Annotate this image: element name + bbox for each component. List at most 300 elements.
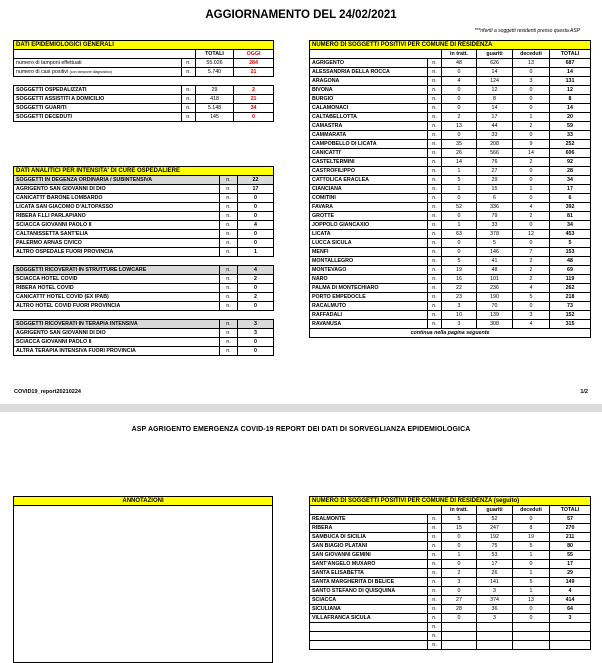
municipality-columns-row <box>310 506 591 515</box>
deceduti: 4 <box>513 284 550 293</box>
municipality-row <box>310 239 591 248</box>
totali <box>550 641 591 650</box>
hospital-label: AGRIGENTO SAN GIOVANNI DI DIO <box>14 329 220 338</box>
hospital-label: SCIACCA GIOVANNI PAOLO II <box>14 221 220 230</box>
totali: 414 <box>550 596 591 605</box>
section-row <box>14 176 274 185</box>
hospital-row <box>14 302 274 311</box>
spacer <box>14 311 274 320</box>
hospital-label: CALTANISSETTA SANT'ELIA <box>14 230 220 239</box>
in-tratt: 0 <box>442 86 477 95</box>
deceduti: 3 <box>513 311 550 320</box>
section-label: SOGGETTI IN DEGENZA ORDINARIA / SUBINTENSIVA <box>14 176 220 185</box>
section-row <box>14 320 274 329</box>
comune: CANICATTI' <box>310 149 428 158</box>
spacer <box>14 77 274 86</box>
guariti: 27 <box>477 167 513 176</box>
totali: 152 <box>550 311 591 320</box>
hospital-row <box>14 329 274 338</box>
totali: 17 <box>550 185 591 194</box>
column-in-tratt: in tratt. <box>442 506 477 515</box>
comune: SCIACCA <box>310 596 428 605</box>
municipality-row <box>310 212 591 221</box>
municipality-row <box>310 596 591 605</box>
totali: 453 <box>550 230 591 239</box>
hospital-row <box>14 230 274 239</box>
in-tratt: 48 <box>442 59 477 68</box>
hospital-row <box>14 284 274 293</box>
guariti <box>477 632 513 641</box>
unit-n: n. <box>220 212 238 221</box>
comune: CAMMARATA <box>310 131 428 140</box>
comune: SANTA ELISABETTA <box>310 569 428 578</box>
guariti: 75 <box>477 542 513 551</box>
section-label: SOGGETTI RICOVERATI IN STRUTTURE LOWCARE <box>14 266 220 275</box>
in-tratt: 1 <box>442 167 477 176</box>
hospital-label: ALTRO HOTEL COVID FUORI PROVINCIA <box>14 302 220 311</box>
guariti: 247 <box>477 524 513 533</box>
unit-n: n. <box>182 86 196 95</box>
value-oggi: 34 <box>234 104 274 113</box>
hospital-label: ALTRO OSPEDALE FUORI PROVINCIA <box>14 248 220 257</box>
comune: BIVONA <box>310 86 428 95</box>
deceduti: 2 <box>513 122 550 131</box>
general-columns-row <box>14 50 274 59</box>
municipality-row <box>310 275 591 284</box>
guariti: 41 <box>477 257 513 266</box>
guariti: 6 <box>477 194 513 203</box>
hospital-value: 0 <box>238 230 274 239</box>
municipality-row <box>310 86 591 95</box>
guariti: 17 <box>477 113 513 122</box>
unit-n: n. <box>428 614 442 623</box>
hospital-row <box>14 194 274 203</box>
guariti: 53 <box>477 551 513 560</box>
hospital-label: AGRIGENTO SAN GIOVANNI DI DIO <box>14 185 220 194</box>
comune: CIANCIANA <box>310 185 428 194</box>
comune: CALAMONACI <box>310 104 428 113</box>
municipality-row <box>310 641 591 650</box>
in-tratt: 1 <box>442 221 477 230</box>
deceduti: 4 <box>513 203 550 212</box>
totali: 81 <box>550 212 591 221</box>
unit-n: n. <box>428 569 442 578</box>
totali: 73 <box>550 302 591 311</box>
continua-note: continua nella pagina seguente <box>310 329 591 338</box>
hospital-value: 0 <box>238 347 274 356</box>
value-oggi: 0 <box>234 113 274 122</box>
municipality-row <box>310 131 591 140</box>
comune: CATTOLICA ERACLEA <box>310 176 428 185</box>
guariti: 336 <box>477 203 513 212</box>
comune: SANTA MARGHERITA DI BELICE <box>310 578 428 587</box>
unit-n: n. <box>428 176 442 185</box>
deceduti: 5 <box>513 293 550 302</box>
unit-n: n. <box>220 239 238 248</box>
row-label: numero di tamponi effettuati <box>14 59 182 68</box>
municipality-row <box>310 302 591 311</box>
in-tratt: 0 <box>442 239 477 248</box>
municipality-heading: NUMERO DI SOGGETTI POSITIVI PER COMUNE DI RESIDENZA (seguito) <box>310 497 591 506</box>
municipality-row <box>310 167 591 176</box>
totali: 4 <box>550 587 591 596</box>
deceduti: 0 <box>513 68 550 77</box>
deceduti: 0 <box>513 221 550 230</box>
blank-cell <box>310 50 442 59</box>
guariti: 33 <box>477 131 513 140</box>
comune: SANTO STEFANO DI QUISQUINA <box>310 587 428 596</box>
guariti: 76 <box>477 158 513 167</box>
unit-n: n. <box>182 68 196 77</box>
in-tratt: 0 <box>442 614 477 623</box>
general-row <box>14 59 274 68</box>
totali: 14 <box>550 104 591 113</box>
guariti: 3 <box>477 614 513 623</box>
annotations-heading: ANNOTAZIONI <box>14 497 273 506</box>
in-tratt: 63 <box>442 230 477 239</box>
deceduti: 0 <box>513 605 550 614</box>
totali: 28 <box>550 167 591 176</box>
guariti: 124 <box>477 77 513 86</box>
guariti: 236 <box>477 284 513 293</box>
hospital-row <box>14 203 274 212</box>
totali: 34 <box>550 176 591 185</box>
row-label: SOGGETTI DECEDUTI <box>14 113 182 122</box>
municipality-row <box>310 578 591 587</box>
section-value: 22 <box>238 176 274 185</box>
hospital-value: 2 <box>238 275 274 284</box>
general-data-table <box>13 40 274 122</box>
deceduti: 2 <box>513 275 550 284</box>
guariti: 8 <box>477 95 513 104</box>
deceduti: 1 <box>513 587 550 596</box>
municipality-row <box>310 77 591 86</box>
hospital-value: 4 <box>238 221 274 230</box>
in-tratt: 35 <box>442 140 477 149</box>
comune <box>310 632 428 641</box>
municipality-row <box>310 284 591 293</box>
totali: 270 <box>550 524 591 533</box>
comune: JOPPOLO GIANCAXIO <box>310 221 428 230</box>
in-tratt: 28 <box>442 605 477 614</box>
unit-n: n. <box>220 176 238 185</box>
hospital-row <box>14 212 274 221</box>
totali: 252 <box>550 140 591 149</box>
comune: CAMASTRA <box>310 122 428 131</box>
value-totali: 5.148 <box>196 104 234 113</box>
unit-n: n. <box>182 113 196 122</box>
totali: 34 <box>550 221 591 230</box>
municipality-row <box>310 542 591 551</box>
comune: BURGIO <box>310 95 428 104</box>
guariti: 48 <box>477 266 513 275</box>
general-row <box>14 86 274 95</box>
comune: MONTALLEGRO <box>310 257 428 266</box>
in-tratt: 23 <box>442 293 477 302</box>
report-filename: COVID19_report20210224 <box>14 389 81 395</box>
value-oggi: 21 <box>234 95 274 104</box>
row-label: SOGGETTI GUARITI <box>14 104 182 113</box>
totali: 8 <box>550 95 591 104</box>
hospital-value: 3 <box>238 329 274 338</box>
municipality-row <box>310 221 591 230</box>
comune: CASTROFILIPPO <box>310 167 428 176</box>
deceduti: 0 <box>513 95 550 104</box>
deceduti <box>513 641 550 650</box>
unit-n: n. <box>428 248 442 257</box>
page-2-title: ASP AGRIGENTO EMERGENZA COVID-19 REPORT DEI DATI DI SORVEGLIANZA EPIDEMIOLOGICA <box>131 426 471 433</box>
comune: SAN GIOVANNI GEMINI <box>310 551 428 560</box>
in-tratt: 26 <box>442 149 477 158</box>
in-tratt: 0 <box>442 542 477 551</box>
deceduti: 5 <box>513 578 550 587</box>
hospital-heading: DATI ANALITICI PER INTENSITA' DI CURE OSPEDALIERE <box>14 167 274 176</box>
deceduti: 0 <box>513 515 550 524</box>
municipality-row <box>310 266 591 275</box>
deceduti: 8 <box>513 524 550 533</box>
hospital-label: CANICATTI' BARONE LOMBARDO <box>14 194 220 203</box>
unit-n: n. <box>220 194 238 203</box>
comune: RIBERA <box>310 524 428 533</box>
value-totali: 29 <box>196 86 234 95</box>
totali: 69 <box>550 266 591 275</box>
guariti: 378 <box>477 230 513 239</box>
comune: GROTTE <box>310 212 428 221</box>
section-label: SOGGETTI RICOVERATI IN TERAPIA INTENSIVA <box>14 320 220 329</box>
hospital-header-row <box>14 167 274 176</box>
deceduti: 0 <box>513 560 550 569</box>
in-tratt: 0 <box>442 194 477 203</box>
in-tratt: 15 <box>442 524 477 533</box>
hospital-value: 0 <box>238 239 274 248</box>
municipality-row <box>310 95 591 104</box>
totali <box>550 623 591 632</box>
deceduti: 5 <box>513 542 550 551</box>
totali: 20 <box>550 113 591 122</box>
hospital-value: 0 <box>238 284 274 293</box>
municipality-row <box>310 149 591 158</box>
unit-n: n. <box>220 266 238 275</box>
municipality-row <box>310 158 591 167</box>
guariti: 626 <box>477 59 513 68</box>
comune: ARAGONA <box>310 77 428 86</box>
deceduti: 7 <box>513 248 550 257</box>
unit-n: n. <box>428 293 442 302</box>
hospital-value: 1 <box>238 248 274 257</box>
municipality-row <box>310 551 591 560</box>
spacer-row <box>14 257 274 266</box>
general-row <box>14 113 274 122</box>
section-row <box>14 266 274 275</box>
unit-n: n. <box>428 239 442 248</box>
column-guariti: guariti <box>477 50 513 59</box>
unit-n: n. <box>428 587 442 596</box>
unit-n: n. <box>428 284 442 293</box>
in-tratt: 3 <box>442 320 477 329</box>
guariti: 14 <box>477 68 513 77</box>
hospital-row <box>14 185 274 194</box>
hospital-value: 0 <box>238 212 274 221</box>
guariti: 141 <box>477 578 513 587</box>
hospital-row <box>14 248 274 257</box>
comune: NARO <box>310 275 428 284</box>
deceduti: 12 <box>513 230 550 239</box>
municipality-row <box>310 176 591 185</box>
guariti: 101 <box>477 275 513 284</box>
residents-note: ***riferiti a soggetti residenti presso questa ASP <box>474 28 580 34</box>
unit-n: n. <box>220 275 238 284</box>
municipality-columns-row <box>310 50 591 59</box>
value-oggi: 284 <box>234 59 274 68</box>
deceduti <box>513 623 550 632</box>
municipality-row <box>310 59 591 68</box>
general-row <box>14 104 274 113</box>
comune: REALMONTE <box>310 515 428 524</box>
comune: CAMPOBELLO DI LICATA <box>310 140 428 149</box>
municipality-row <box>310 203 591 212</box>
unit-n: n. <box>428 560 442 569</box>
totali: 64 <box>550 605 591 614</box>
hospital-label: PALERMO ARNAS CIVICO <box>14 239 220 248</box>
municipality-row <box>310 623 591 632</box>
unit-n: n. <box>428 320 442 329</box>
comune: LUCCA SICULA <box>310 239 428 248</box>
blank-cell <box>14 50 196 59</box>
municipality-row <box>310 515 591 524</box>
municipality-row <box>310 104 591 113</box>
in-tratt: 0 <box>442 587 477 596</box>
spacer <box>14 257 274 266</box>
column-totali: TOTALI <box>550 50 591 59</box>
in-tratt: 0 <box>442 212 477 221</box>
deceduti: 0 <box>513 302 550 311</box>
unit-n: n. <box>428 515 442 524</box>
municipality-row <box>310 248 591 257</box>
row-label: SOGGETTI OSPEDALIZZATI <box>14 86 182 95</box>
guariti <box>477 623 513 632</box>
guariti: 14 <box>477 104 513 113</box>
unit-n: n. <box>220 230 238 239</box>
municipality-row <box>310 257 591 266</box>
totali: 687 <box>550 59 591 68</box>
guariti: 70 <box>477 302 513 311</box>
deceduti: 0 <box>513 239 550 248</box>
in-tratt: 16 <box>442 275 477 284</box>
comune: MENFI <box>310 248 428 257</box>
unit-n: n. <box>428 140 442 149</box>
guariti: 192 <box>477 533 513 542</box>
unit-n: n. <box>428 623 442 632</box>
municipality-row <box>310 230 591 239</box>
unit-n: n. <box>182 95 196 104</box>
municipality-row <box>310 614 591 623</box>
in-tratt <box>442 641 477 650</box>
in-tratt: 14 <box>442 158 477 167</box>
unit-n: n. <box>428 302 442 311</box>
municipality-header-row <box>310 41 591 50</box>
guariti: 44 <box>477 122 513 131</box>
value-totali: 418 <box>196 95 234 104</box>
comune: LICATA <box>310 230 428 239</box>
unit-n: n. <box>428 86 442 95</box>
column-totali: TOTALI <box>550 506 591 515</box>
hospital-label: SCIACCA GIOVANNI PAOLO II <box>14 338 220 347</box>
unit-n: n. <box>220 185 238 194</box>
unit-n: n. <box>428 185 442 194</box>
hospital-value: 17 <box>238 185 274 194</box>
hospital-label: ALTRA TERAPIA INTENSIVA FUORI PROVINCIA <box>14 347 220 356</box>
in-tratt: 19 <box>442 266 477 275</box>
totali: 48 <box>550 257 591 266</box>
unit-n: n. <box>428 257 442 266</box>
in-tratt <box>442 632 477 641</box>
unit-n: n. <box>428 533 442 542</box>
deceduti: 0 <box>513 614 550 623</box>
in-tratt: 3 <box>442 578 477 587</box>
totali: 92 <box>550 158 591 167</box>
hospital-label: RIBERA HOTEL COVID <box>14 284 220 293</box>
municipality-row <box>310 632 591 641</box>
comune: COMITINI <box>310 194 428 203</box>
totali: 119 <box>550 275 591 284</box>
municipality-row <box>310 194 591 203</box>
municipality-row <box>310 140 591 149</box>
deceduti: 0 <box>513 194 550 203</box>
deceduti: 19 <box>513 533 550 542</box>
totali: 211 <box>550 533 591 542</box>
guariti: 208 <box>477 140 513 149</box>
totali: 55 <box>550 551 591 560</box>
general-row <box>14 68 274 77</box>
deceduti: 3 <box>513 77 550 86</box>
in-tratt: 0 <box>442 248 477 257</box>
guariti <box>477 641 513 650</box>
guariti: 374 <box>477 596 513 605</box>
deceduti: 4 <box>513 320 550 329</box>
guariti: 139 <box>477 311 513 320</box>
comune: MONTEVAGO <box>310 266 428 275</box>
deceduti: 0 <box>513 176 550 185</box>
in-tratt: 0 <box>442 68 477 77</box>
in-tratt: 10 <box>442 311 477 320</box>
value-oggi: 21 <box>234 68 274 77</box>
totali: 29 <box>550 569 591 578</box>
guariti: 29 <box>477 176 513 185</box>
totali: 149 <box>550 578 591 587</box>
deceduti: 0 <box>513 167 550 176</box>
comune: RAFFADALI <box>310 311 428 320</box>
unit-n: n. <box>428 158 442 167</box>
unit-n: n. <box>428 596 442 605</box>
guariti: 566 <box>477 149 513 158</box>
unit-n: n. <box>428 311 442 320</box>
municipality-row <box>310 68 591 77</box>
deceduti: 0 <box>513 104 550 113</box>
guariti: 26 <box>477 569 513 578</box>
comune: SAN BIAGIO PLATANI <box>310 542 428 551</box>
unit-n: n. <box>428 59 442 68</box>
in-tratt: 52 <box>442 203 477 212</box>
unit-n: n. <box>220 293 238 302</box>
comune: CALTABELLOTTA <box>310 113 428 122</box>
totali: 59 <box>550 122 591 131</box>
column-deceduti: deceduti <box>513 50 550 59</box>
comune: VILLAFRANCA SICULA <box>310 614 428 623</box>
municipality-header-row <box>310 497 591 506</box>
unit-n: n. <box>220 347 238 356</box>
municipality-row <box>310 569 591 578</box>
guariti: 33 <box>477 221 513 230</box>
